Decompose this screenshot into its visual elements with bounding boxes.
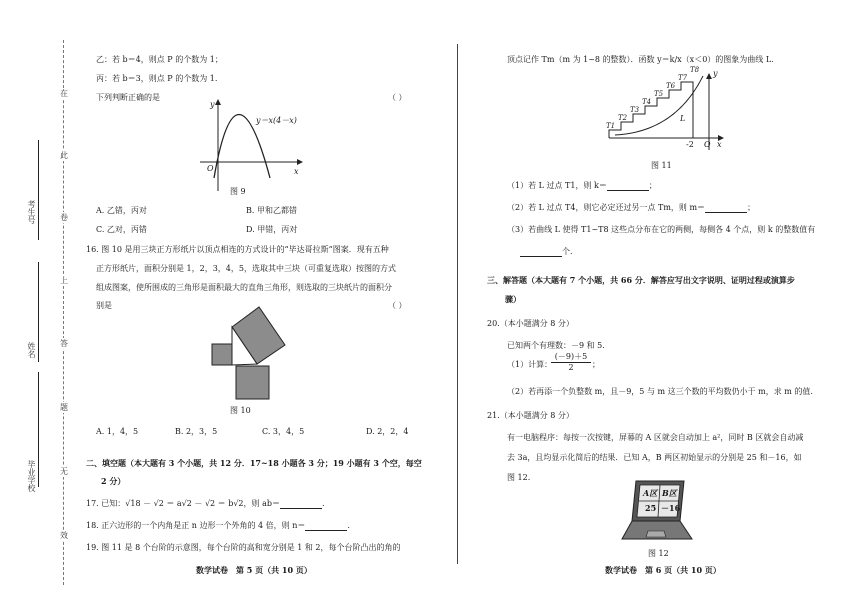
fig9-x-label: x bbox=[294, 167, 299, 176]
fig9-y-label: y bbox=[210, 100, 215, 109]
q15-option-a[interactable]: A. 乙错，丙对 bbox=[96, 206, 147, 215]
fig9-origin-label: O bbox=[207, 164, 214, 173]
fig12-caption: 图 12 bbox=[648, 549, 669, 558]
field-label-name: 姓名 bbox=[27, 342, 36, 358]
figure-12-laptop bbox=[618, 477, 698, 547]
q19-part-3-cont bbox=[520, 246, 573, 257]
fig10-caption: 图 10 bbox=[230, 406, 251, 415]
q16-line-2: 正方形纸片，面积分别是 1，2，3，4，5，选取其中三块（可重复选取）按图的方式 bbox=[96, 264, 396, 273]
fig12-value-b: －16 bbox=[661, 503, 681, 513]
binding-dashed-line bbox=[63, 40, 64, 585]
fig11-point-T2: T2 bbox=[618, 114, 628, 122]
fig11-x-label: x bbox=[717, 140, 722, 149]
q16-line-3: 组成图案，使所围成的三角形是面积最大的直角三角形，则选取的三块纸片的面积分 bbox=[96, 283, 392, 292]
binding-char: 题 bbox=[60, 403, 68, 412]
q18-text: 18. 正六边形的一个内角是正 n 边形一个外角的 4 倍，则 n＝ . bbox=[86, 521, 350, 530]
q19-intro: 19. 图 11 是 8 个台阶的示意图，每个台阶的高和宽分别是 1 和 2，每个台阶凸出的角的 bbox=[86, 543, 401, 552]
q20-fraction-numerator: (－9)＋5 bbox=[551, 352, 591, 363]
fig11-steps bbox=[609, 82, 693, 138]
q16-answer-bracket: （ ） bbox=[388, 301, 407, 310]
q20-part-1-end: ； bbox=[592, 360, 600, 369]
field-line-school[interactable] bbox=[38, 372, 39, 487]
q16-option-c[interactable]: C. 3，4，5 bbox=[262, 427, 305, 436]
q19-part-3-blank[interactable] bbox=[520, 248, 562, 257]
page-6-footer: 数学试卷 第 6 页（共 10 页） bbox=[605, 565, 721, 575]
q19-part-2: （2）若 L 过点 T4，则它必定还过另一点 Tm，则 m＝ ； bbox=[507, 203, 756, 212]
figure-9-parabola bbox=[190, 96, 310, 196]
q19-part-3-suffix: 个. bbox=[562, 247, 573, 256]
field-line-name[interactable] bbox=[38, 262, 39, 362]
fig11-tick-label: -2 bbox=[686, 140, 694, 149]
fig10-square-small bbox=[212, 344, 232, 365]
fig11-curve-L bbox=[615, 76, 703, 135]
q20-part-1-label: （1）计算： bbox=[507, 360, 553, 369]
q20-fraction-denominator: 2 bbox=[568, 363, 574, 372]
q15-option-c[interactable]: C. 乙对，丙错 bbox=[96, 225, 147, 234]
binding-margin bbox=[0, 0, 90, 612]
q20-part-2: （2）若再添一个负整数 m，且－9，5 与 m 这三个数的平均数仍小于 m，求 m 的值. bbox=[507, 387, 813, 396]
fig12-touchpad bbox=[646, 531, 666, 537]
page-5-footer: 数学试卷 第 5 页（共 10 页） bbox=[196, 565, 312, 575]
fig11-point-T6: T6 bbox=[666, 82, 676, 90]
fig11-curve-label: L bbox=[680, 114, 686, 123]
binding-char: 无 bbox=[60, 467, 68, 476]
fig11-point-T8: T8 bbox=[690, 66, 700, 74]
fig11-point-T7: T7 bbox=[678, 74, 688, 82]
fig10-square-medium bbox=[236, 366, 269, 399]
fig11-origin-label: O bbox=[704, 140, 711, 149]
figure-10-pythagoras bbox=[205, 305, 305, 405]
q19-part-2-label: （2）若 L 过点 T4，则它必定还过另一点 Tm，则 m＝ bbox=[507, 203, 706, 212]
binding-char: 卷 bbox=[60, 213, 68, 222]
fig11-point-T3: T3 bbox=[630, 106, 640, 114]
binding-char: 效 bbox=[60, 531, 68, 540]
binding-char: 此 bbox=[60, 151, 68, 160]
q17-label: 17. 已知：√18 － √2 ＝ a√2 － √2 ＝ b√2，则 ab＝ bbox=[86, 499, 280, 508]
q17-text: 17. 已知：√18 － √2 ＝ a√2 － √2 ＝ b√2，则 ab＝ . bbox=[86, 499, 325, 508]
binding-char: 上 bbox=[60, 276, 68, 285]
q20-given: 已知两个有理数：－9 和 5． bbox=[507, 341, 611, 350]
q20-fraction bbox=[551, 352, 591, 373]
q19-part-3: （3）若曲线 L 使得 T1~T8 这些点分布在它的两侧，每侧各 4 个点，则 k 的整数值有 bbox=[507, 225, 816, 234]
q15-option-d[interactable]: D. 甲错，丙对 bbox=[246, 225, 298, 234]
q17-answer-blank[interactable] bbox=[280, 500, 322, 509]
q19-part-1: （1）若 L 过点 T1，则 k＝ ； bbox=[507, 181, 657, 190]
q21-heading: 21.（本小题满分 8 分） bbox=[487, 411, 574, 420]
page-divider bbox=[457, 44, 458, 564]
binding-char: 答 bbox=[60, 339, 68, 348]
q19-continued: 顶点记作 Tm（m 为 1~8 的整数）．函数 y＝k/x（x＜0）的图象为曲线 L． bbox=[507, 55, 780, 64]
fig12-label-a: A区 bbox=[643, 488, 658, 498]
q16-option-d[interactable]: D. 2，2，4 bbox=[366, 427, 409, 436]
q15-question: 下列判断正确的是 bbox=[96, 93, 160, 102]
q19-part-1-label: （1）若 L 过点 T1，则 k＝ bbox=[507, 181, 607, 190]
fig11-caption: 图 11 bbox=[651, 161, 672, 170]
q15-statement-yi: 乙：若 b＝4，则点 P 的个数为 1； bbox=[96, 55, 223, 64]
section-3-heading-cont: 骤） bbox=[505, 294, 521, 304]
section-2-heading: 二、填空题（本大题有 3 个小题，共 12 分．17~18 小题各 3 分；19 小题有 3 个空，每空 bbox=[86, 458, 422, 468]
q21-line-3: 图 12. bbox=[507, 473, 531, 482]
q19-part-2-blank[interactable] bbox=[705, 204, 747, 213]
q16-line-4: 别是 bbox=[96, 301, 112, 310]
q21-line-1: 有一电脑程序：每按一次按键，屏幕的 A 区就会自动加上 a²，同时 B 区就会自动减 bbox=[507, 433, 804, 442]
q15-option-b[interactable]: B. 甲和乙都错 bbox=[246, 206, 297, 215]
binding-char: 在 bbox=[60, 89, 68, 98]
q21-line-2: 去 3a，且均显示化简后的结果．已知 A，B 两区初始显示的分别是 25 和－16，如 bbox=[507, 453, 802, 462]
q16-option-b[interactable]: B. 2，3，5 bbox=[175, 427, 218, 436]
q15-answer-bracket: （ ） bbox=[388, 93, 407, 102]
fig11-y-label: y bbox=[713, 69, 718, 78]
fig11-point-T5: T5 bbox=[654, 90, 664, 98]
q16-option-a[interactable]: A. 1，4，5 bbox=[96, 427, 139, 436]
q15-statement-bing: 丙：若 b＝3，则点 P 的个数为 1. bbox=[96, 74, 218, 83]
section-3-heading: 三、解答题（本大题有 7 个小题，共 66 分．解答应写出文字说明、证明过程或演算步 bbox=[487, 275, 795, 285]
fig12-label-b: B区 bbox=[662, 488, 677, 498]
fig12-value-a: 25 bbox=[645, 503, 657, 513]
fig11-point-T1: T1 bbox=[606, 122, 616, 130]
q18-label: 18. 正六边形的一个内角是正 n 边形一个外角的 4 倍，则 n＝ bbox=[86, 521, 306, 530]
fig9-caption: 图 9 bbox=[230, 187, 246, 196]
field-label-exam-number: 考生号 bbox=[27, 200, 36, 224]
q18-answer-blank[interactable] bbox=[305, 522, 347, 531]
q16-line-1: 16. 图 10 是用三块正方形纸片以顶点相连的方式设计的“毕达哥拉斯”图案．现有五种 bbox=[86, 245, 389, 254]
field-line-exam-number[interactable] bbox=[38, 140, 39, 240]
section-2-heading-cont: 2 分） bbox=[101, 476, 126, 486]
fig9-function-label: y＝x(4－x) bbox=[256, 116, 297, 125]
q19-part-1-blank[interactable] bbox=[607, 182, 649, 191]
q20-heading: 20.（本小题满分 8 分） bbox=[487, 319, 574, 328]
fig11-point-T4: T4 bbox=[642, 98, 652, 106]
field-label-school: 毕业学校 bbox=[27, 460, 36, 492]
